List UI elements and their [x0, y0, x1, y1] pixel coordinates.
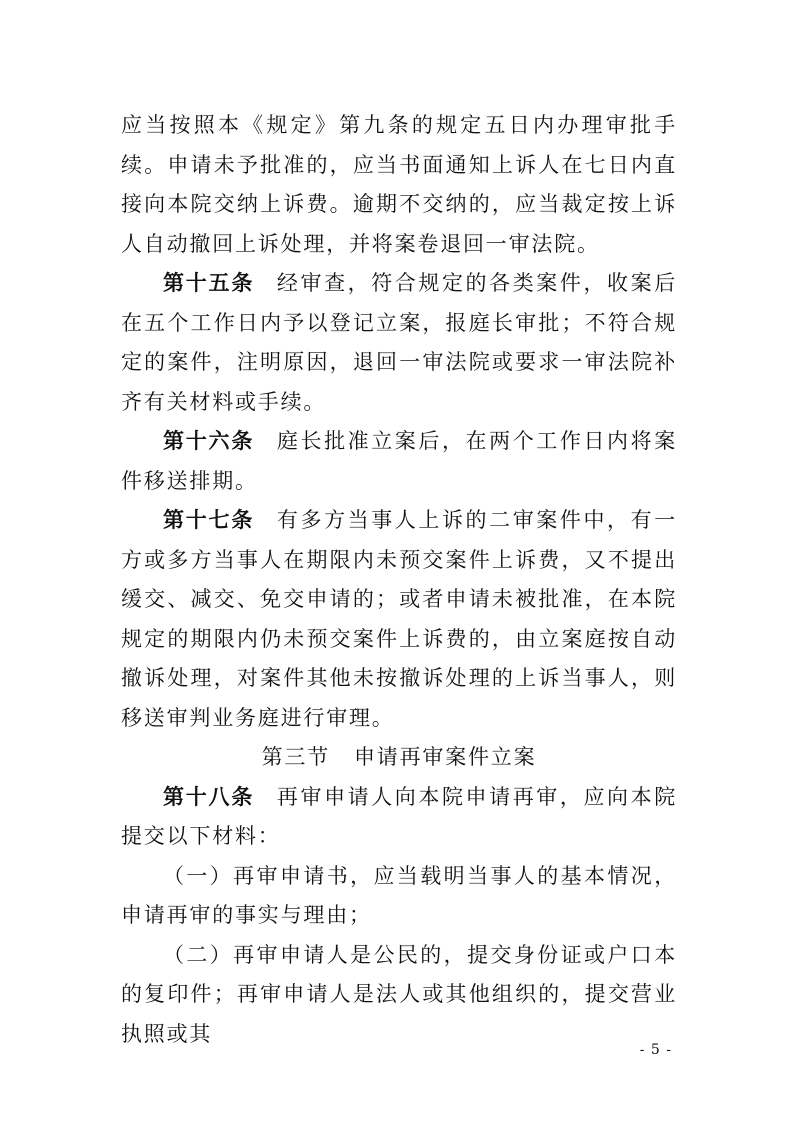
list-item: （一）再审申请书，应当载明当事人的基本情况，申请再审的事实与理由；	[121, 863, 677, 927]
article-text: 经审查，符合规定的各类案件，收案后在五个工作日内予以登记立案，报庭长审批；不符合规定的案件，注明原因，退回一审法院或要求一审法院补齐有关材料或手续。	[121, 271, 677, 414]
article-17	[121, 501, 677, 738]
article-label: 第十五条	[163, 271, 255, 295]
article-label: 第十七条	[163, 508, 255, 532]
continuation-paragraph: 应当按照本《规定》第九条的规定五日内办理审批手续。申请未予批准的，应当书面通知上诉人在七日内直接向本院交纳上诉费。逾期不交纳的，应当裁定按上诉人自动撤回上诉处理，并将案卷退回一审法院。	[121, 113, 677, 256]
article-15	[121, 264, 677, 422]
section-title: 申请再审案件立案	[354, 745, 537, 769]
article-label: 第十六条	[163, 429, 255, 453]
article-16	[121, 422, 677, 501]
article-text: 有多方当事人上诉的二审案件中，有一方或多方当事人在期限内未预交案件上诉费，又不提出缓交、减交、免交申请的；或者申请未被批准，在本院规定的期限内仍未预交案件上诉费的，由立案庭按自动撤诉处理，对案件其他未按撤诉处理的上诉当事人，则移送审判业务庭进行审理。	[121, 508, 677, 730]
article-label: 第十八条	[163, 784, 255, 809]
article-18	[121, 778, 677, 857]
article-text: 再审申请人向本院申请再审，应向本院提交以下材料：	[121, 784, 677, 848]
section-number: 第三节	[261, 745, 330, 769]
article-text: 庭长批准立案后，在两个工作日内将案件移送排期。	[121, 429, 677, 493]
section-heading	[121, 738, 677, 778]
document-body	[121, 106, 677, 1054]
list-item: （二）再审申请人是公民的，提交身份证或户口本的复印件；再审申请人是法人或其他组织的，提交营业执照或其	[121, 942, 677, 1046]
page-number: - 5 -	[639, 1042, 672, 1058]
